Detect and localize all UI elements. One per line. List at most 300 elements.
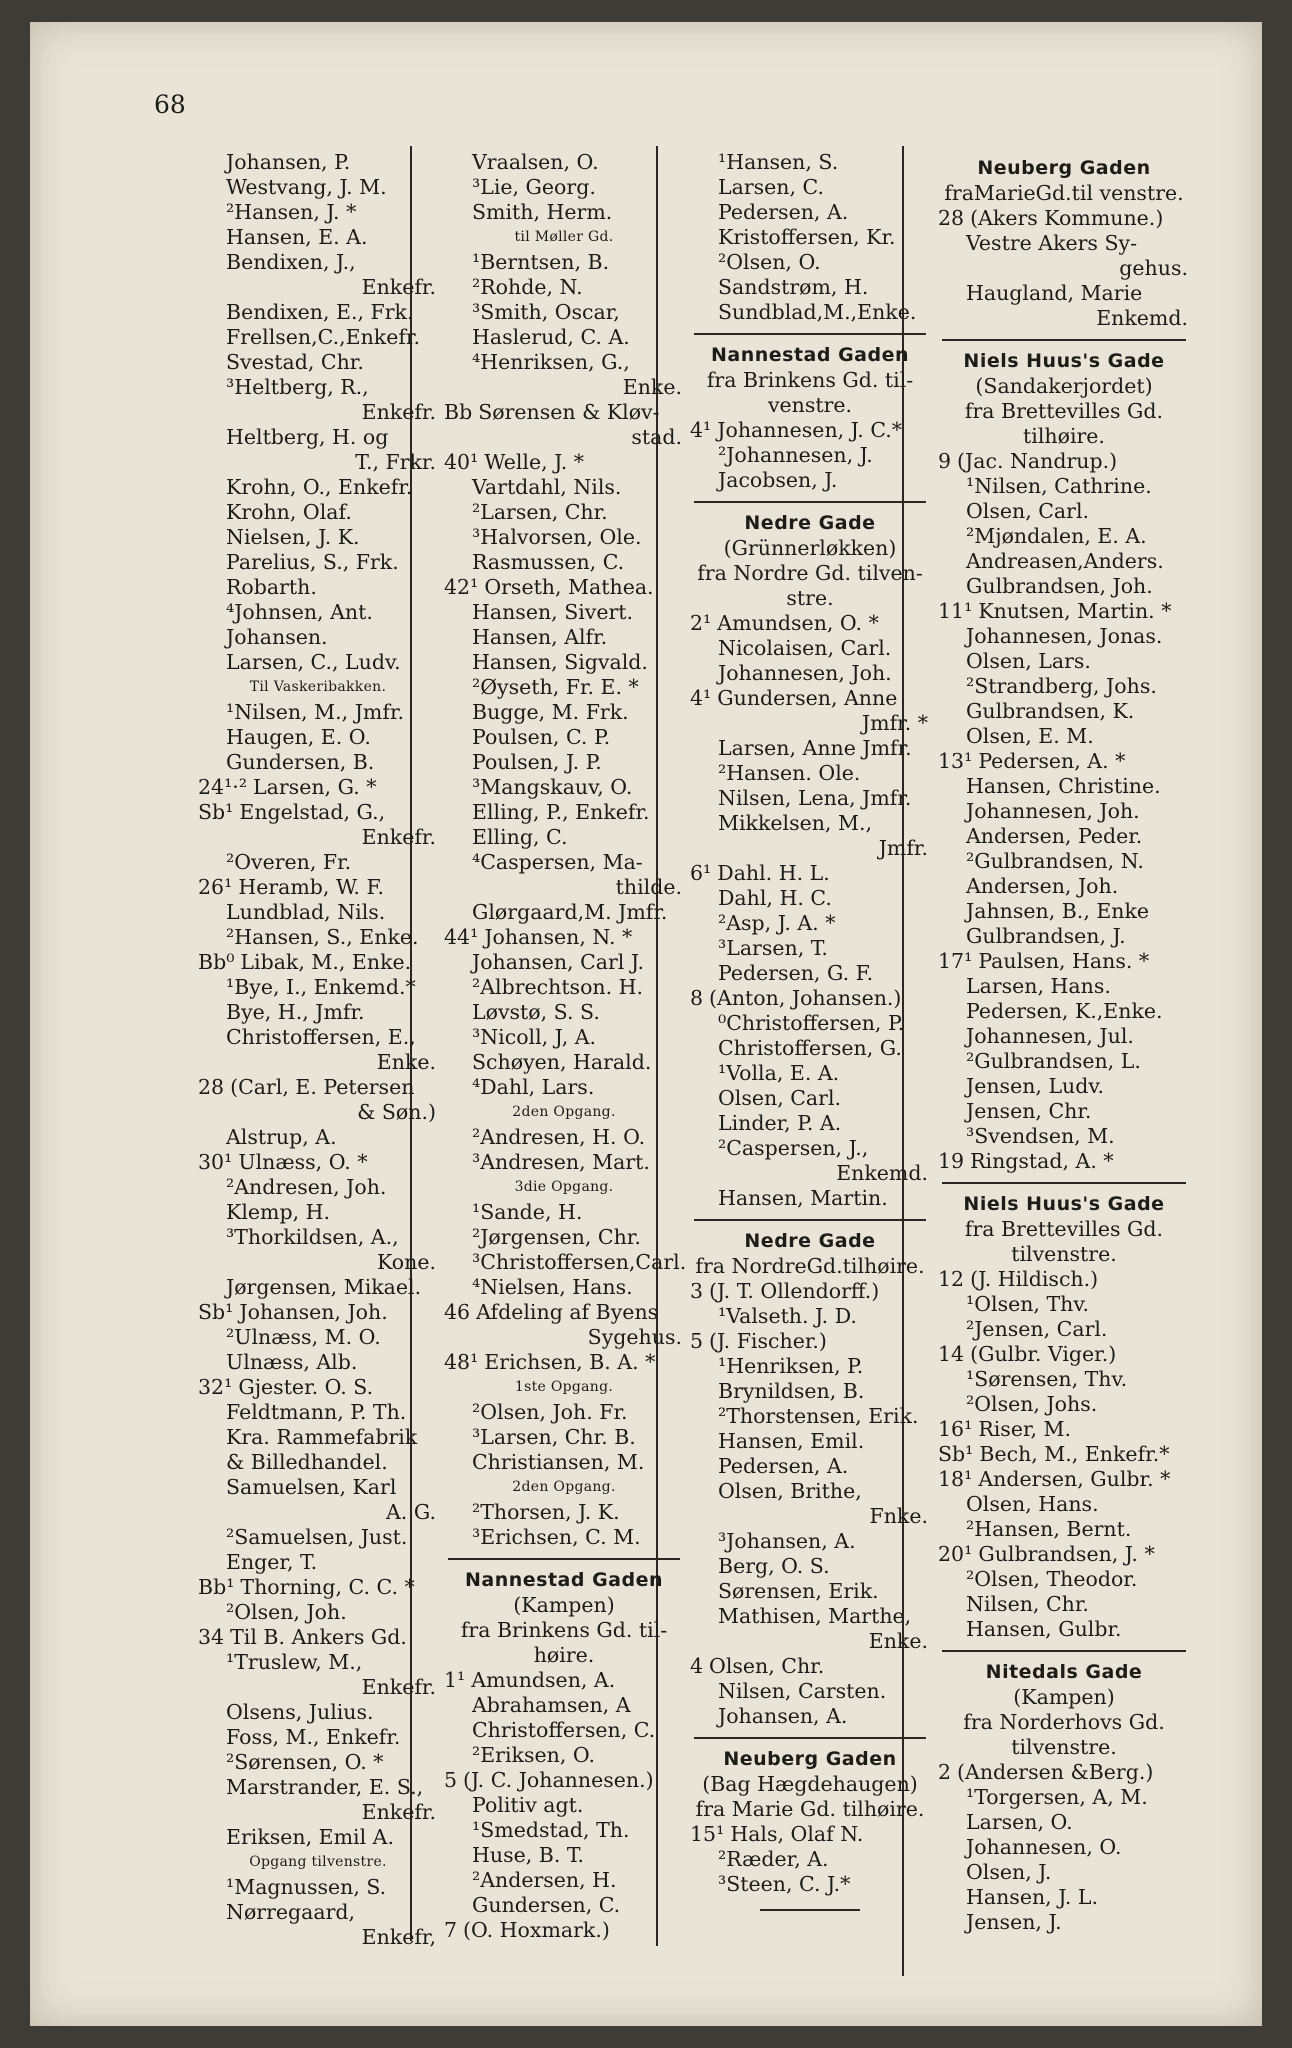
entry-continuation: Enkefr. — [361, 1675, 436, 1699]
resident-entry — [444, 550, 684, 575]
resident-entry — [198, 1325, 438, 1350]
resident-entry — [198, 1775, 438, 1800]
resident-name: ³Heltberg, R., — [226, 375, 369, 399]
resident-name: Kra. Rammefabrik — [226, 1425, 418, 1449]
entry-continuation: Enkefr. — [361, 825, 436, 849]
resident-name: Gjester. O. S. — [238, 1375, 374, 1399]
resident-name: ²Thorsen, J. K. — [472, 1500, 620, 1524]
resident-name: ¹Sande, H. — [472, 1200, 583, 1224]
resident-name: Olsen, Carl. — [718, 1086, 842, 1110]
resident-entry — [444, 1250, 687, 1275]
resident-name: Glørgaard,M. Jmfr. — [472, 900, 668, 924]
resident-name: Hansen, Alfr. — [472, 625, 608, 649]
resident-entry — [444, 1150, 684, 1175]
house-number: 14 — [938, 1342, 965, 1366]
street-description: (Kampen) — [513, 1593, 615, 1617]
resident-entry — [690, 1061, 930, 1086]
resident-name: Haugen, E. O. — [226, 725, 371, 749]
resident-name: ¹Nilsen, M., Jmfr. — [226, 700, 405, 724]
house-number: 42¹ — [444, 575, 479, 599]
resident-entry — [444, 775, 684, 800]
resident-name: Gulbrandsen, J. * — [978, 1542, 1155, 1566]
house-number: 16¹ — [938, 1417, 973, 1441]
resident-entry — [690, 1404, 930, 1429]
resident-entry — [198, 1900, 438, 1925]
resident-name: Sundblad,M.,Enke. — [718, 300, 917, 324]
resident-name: ²Hansen, J. * — [226, 200, 357, 224]
entry-continuation: T., Frkr. — [355, 450, 436, 474]
resident-name: Olsen, E. M. — [966, 724, 1094, 748]
resident-name: Riser, M. — [978, 1417, 1072, 1441]
resident-entry — [938, 824, 1190, 849]
resident-entry — [938, 849, 1190, 874]
resident-name: Bendixen, E., Frk. — [226, 300, 414, 324]
resident-entry — [938, 549, 1190, 574]
resident-entry — [198, 1400, 438, 1425]
resident-entry — [444, 1050, 684, 1075]
resident-entry — [198, 475, 438, 500]
resident-entry — [690, 761, 930, 786]
resident-name: Svestad, Chr. — [226, 350, 364, 374]
house-number: 48¹ — [444, 1350, 479, 1374]
sub-heading: til Møller Gd. — [514, 229, 614, 245]
numbered-entry — [198, 950, 438, 975]
resident-name: Gulbrandsen, J. — [966, 924, 1126, 948]
house-number: 5 — [444, 1768, 458, 1792]
resident-entry — [444, 800, 684, 825]
resident-entry — [690, 175, 930, 200]
resident-entry — [938, 1367, 1190, 1392]
resident-entry — [444, 325, 684, 350]
numbered-entry — [690, 1654, 930, 1679]
resident-entry — [690, 1579, 930, 1604]
street-description: fra Marie Gd. tilhøire. — [695, 1797, 925, 1821]
resident-entry — [198, 1425, 438, 1450]
directory-column-3 — [690, 150, 930, 1923]
resident-entry — [198, 975, 438, 1000]
resident-name: ¹Bye, I., Enkemd.* — [226, 975, 416, 999]
resident-name: ²Andresen, Joh. — [226, 1175, 387, 1199]
resident-entry — [690, 911, 930, 936]
resident-name: Knutsen, Martin. * — [978, 599, 1172, 623]
entry-continuation: Enkefr, — [361, 1925, 436, 1949]
street-description: fra Nordre Gd. tilven- — [697, 561, 923, 585]
resident-name: Larsen, C. — [718, 175, 824, 199]
resident-name: ⁴Nielsen, Hans. — [472, 1275, 633, 1299]
resident-name: (O. Hoxmark.) — [463, 1918, 610, 1942]
resident-entry — [444, 950, 684, 975]
resident-name: ³Christoffersen,Carl. — [472, 1250, 687, 1274]
entry-continuation: Enkemd. — [836, 1161, 928, 1185]
entry-continuation: Enke. — [376, 1050, 436, 1074]
resident-entry — [938, 1024, 1190, 1049]
resident-entry — [198, 1450, 438, 1475]
resident-name: Nicolaisen, Carl. — [718, 636, 892, 660]
resident-entry — [198, 375, 438, 400]
resident-entry — [938, 774, 1190, 799]
numbered-entry — [444, 1768, 684, 1793]
house-number: Sb¹ — [938, 1442, 974, 1466]
sub-heading: 1ste Opgang. — [514, 1379, 614, 1395]
resident-name: (Carl, E. Petersen — [230, 1075, 415, 1099]
resident-entry — [938, 1099, 1190, 1124]
resident-entry — [198, 1475, 438, 1500]
resident-name: ¹Henriksen, P. — [718, 1354, 864, 1378]
resident-entry — [198, 1875, 438, 1900]
resident-entry — [444, 275, 684, 300]
resident-entry — [198, 325, 438, 350]
resident-name: Heltberg, H. og — [226, 425, 389, 449]
house-number: 9 — [938, 449, 952, 473]
numbered-entry — [444, 1918, 684, 1943]
numbered-entry — [938, 1342, 1190, 1367]
resident-entry — [198, 1650, 438, 1675]
resident-entry — [690, 1086, 930, 1111]
resident-name: Olsen, J. — [966, 1860, 1052, 1884]
resident-entry — [938, 474, 1190, 499]
resident-name: ²Hansen. Ole. — [718, 761, 861, 785]
resident-name: Nilsen, Chr. — [966, 1592, 1089, 1616]
resident-name: Dahl. H. L. — [717, 861, 830, 885]
resident-entry — [444, 1025, 684, 1050]
resident-name: Jensen, Chr. — [966, 1099, 1092, 1123]
resident-entry — [938, 1292, 1190, 1317]
numbered-entry — [198, 1150, 438, 1175]
street-description: fra Brinkens Gd. til- — [460, 1618, 668, 1642]
house-number: Sb¹ — [198, 800, 234, 824]
resident-name: Politiv agt. — [472, 1793, 584, 1817]
resident-entry — [938, 874, 1190, 899]
numbered-entry — [198, 875, 438, 900]
resident-entry — [938, 999, 1190, 1024]
resident-entry — [444, 500, 684, 525]
street-heading: Nedre Gade — [744, 512, 876, 534]
resident-name: Johannesen, Jul. — [966, 1024, 1134, 1048]
resident-name: Bugge, M. Frk. — [472, 700, 629, 724]
house-number: 20¹ — [938, 1542, 973, 1566]
resident-entry — [938, 1617, 1190, 1642]
resident-entry — [444, 1843, 684, 1868]
resident-entry — [938, 1860, 1190, 1885]
numbered-entry — [198, 775, 438, 800]
resident-entry — [198, 250, 438, 275]
resident-entry — [198, 850, 438, 875]
resident-name: ²Mjøndalen, E. A. — [966, 524, 1147, 548]
numbered-entry — [938, 1442, 1190, 1467]
section-divider — [942, 339, 1186, 341]
numbered-entry — [938, 1542, 1190, 1567]
house-number: 40¹ — [444, 450, 479, 474]
numbered-entry — [690, 1279, 930, 1304]
resident-name: ²Ræder, A. — [718, 1847, 829, 1871]
resident-name: ³Andresen, Mart. — [472, 1150, 650, 1174]
resident-entry — [690, 1304, 930, 1329]
numbered-entry — [938, 1467, 1190, 1492]
resident-name: (Jac. Nandrup.) — [957, 449, 1118, 473]
numbered-entry — [690, 1822, 930, 1847]
house-number: 12 — [938, 1267, 965, 1291]
house-number: Bb⁰ — [198, 950, 235, 974]
resident-name: Paulsen, Hans. * — [978, 949, 1150, 973]
resident-entry — [444, 1125, 684, 1150]
resident-entry — [444, 650, 684, 675]
resident-entry — [690, 736, 930, 761]
resident-entry — [198, 550, 438, 575]
resident-name: Gundersen, C. — [472, 1893, 621, 1917]
resident-name: Parelius, S., Frk. — [226, 550, 399, 574]
entry-continuation: Kone. — [377, 1250, 436, 1274]
resident-name: Krohn, O., Enkefr. — [226, 475, 413, 499]
resident-name: Johansen, Joh. — [239, 1300, 388, 1324]
resident-name: Sørensen, Erik. — [718, 1579, 879, 1603]
resident-name: Christoffersen, C. — [472, 1718, 656, 1742]
resident-name: Olsen, Lars. — [966, 649, 1091, 673]
resident-name: Samuelsen, Karl — [226, 1475, 397, 1499]
resident-entry — [198, 300, 438, 325]
resident-name: ²Andresen, H. O. — [472, 1125, 646, 1149]
resident-name: (Gulbr. Viger.) — [970, 1342, 1117, 1366]
resident-name: Smith, Herm. — [472, 200, 613, 224]
resident-name: Bye, H., Jmfr. — [226, 1000, 365, 1024]
resident-entry — [690, 936, 930, 961]
resident-name: ³Thorkildsen, A., — [226, 1225, 399, 1249]
house-number: 4 — [690, 1654, 704, 1678]
resident-name: Bendixen, J., — [226, 250, 356, 274]
house-number: 17¹ — [938, 949, 973, 973]
resident-entry — [690, 468, 930, 493]
house-number: 2 — [938, 1760, 952, 1784]
resident-name: Schøyen, Harald. — [472, 1050, 652, 1074]
street-description: tilvenstre. — [1011, 1242, 1117, 1266]
sub-heading: Opgang tilvenstre. — [249, 1854, 387, 1870]
street-description: fra Brettevilles Gd. — [964, 399, 1164, 423]
resident-name: Berg, O. S. — [718, 1554, 830, 1578]
resident-name: ²Gulbrandsen, N. — [966, 849, 1144, 873]
resident-entry — [938, 574, 1190, 599]
resident-name: Andersen, Gulbr. * — [978, 1467, 1171, 1491]
resident-name: Marstrander, E. S., — [226, 1775, 424, 1799]
resident-name: Robarth. — [226, 575, 317, 599]
resident-name: Engelstad, G., — [239, 800, 386, 824]
resident-entry — [198, 650, 438, 675]
resident-name: Libak, M., Enke. — [240, 950, 412, 974]
resident-entry — [198, 350, 438, 375]
resident-name: ²Hansen, S., Enke. — [226, 925, 419, 949]
resident-name: ⁴Caspersen, Ma- — [472, 850, 643, 874]
resident-name: Jensen, Ludv. — [966, 1074, 1105, 1098]
resident-name: Olsen, Brithe, — [718, 1479, 862, 1503]
resident-name: Rasmussen, C. — [472, 550, 625, 574]
resident-name: ²Jørgensen, Chr. — [472, 1225, 641, 1249]
resident-entry — [690, 636, 930, 661]
resident-name: Johansen. — [226, 625, 328, 649]
resident-name: ²Olsen, Theodor. — [966, 1567, 1138, 1591]
house-number: Bb¹ — [198, 1575, 235, 1599]
resident-entry — [198, 900, 438, 925]
resident-entry — [444, 1400, 684, 1425]
resident-name: ²Olsen, Joh. Fr. — [472, 1400, 628, 1424]
resident-name: Larsen, O. — [966, 1810, 1073, 1834]
resident-name: ¹Volla, E. A. — [718, 1061, 840, 1085]
entry-continuation: Sygehus. — [587, 1325, 682, 1349]
resident-name: Andersen, Peder. — [966, 824, 1143, 848]
resident-entry — [444, 1450, 684, 1475]
street-description: tilvenstre. — [1011, 1735, 1117, 1759]
resident-name: Larsen, Hans. — [966, 974, 1111, 998]
resident-name: Hansen, Gulbr. — [966, 1617, 1122, 1641]
resident-name: Johansen, N. * — [484, 925, 633, 949]
entry-continuation: Enkefr. — [361, 275, 436, 299]
resident-entry — [444, 1693, 684, 1718]
resident-entry — [690, 1847, 930, 1872]
resident-name: Orseth, Mathea. — [484, 575, 654, 599]
resident-name: Gulbrandsen, K. — [966, 699, 1135, 723]
street-description: tilhøire. — [1023, 424, 1105, 448]
resident-name: Feldtmann, P. Th. — [226, 1400, 407, 1424]
resident-name: Hals, Olaf N. — [730, 1822, 864, 1846]
section-divider — [694, 333, 926, 335]
numbered-entry — [444, 925, 684, 950]
resident-name: Sandstrøm, H. — [718, 275, 869, 299]
resident-name: (J. C. Johannesen.) — [463, 1768, 654, 1792]
resident-entry — [198, 1700, 438, 1725]
resident-name: Pedersen, A. * — [978, 749, 1126, 773]
street-heading: Neuberg Gaden — [977, 157, 1151, 179]
resident-entry — [690, 1454, 930, 1479]
street-description: fra NordreGd.tilhøire. — [695, 1254, 925, 1278]
numbered-entry — [198, 1075, 438, 1100]
numbered-entry — [690, 611, 930, 636]
resident-entry — [198, 500, 438, 525]
resident-name: Jørgensen, Mikael. — [226, 1275, 422, 1299]
resident-name: Ulnæss, Alb. — [226, 1350, 358, 1374]
resident-name: Olsen, Chr. — [709, 1654, 825, 1678]
resident-name: Hansen, Sigvald. — [472, 650, 648, 674]
house-number: Bb — [444, 400, 473, 424]
resident-name: ²Øyseth, Fr. E. * — [472, 675, 639, 699]
resident-entry — [198, 1750, 438, 1775]
resident-entry — [444, 1000, 684, 1025]
numbered-entry — [690, 986, 930, 1011]
resident-name: Huse, B. T. — [472, 1843, 585, 1867]
house-number: 4¹ — [690, 686, 712, 710]
resident-entry — [938, 1392, 1190, 1417]
sub-heading: Til Vaskeribakken. — [249, 679, 387, 695]
resident-name: Vestre Akers Sy- — [966, 231, 1138, 255]
resident-entry — [690, 1479, 930, 1504]
resident-entry — [690, 300, 930, 325]
house-number: 28 — [938, 206, 965, 230]
resident-name: ¹Nilsen, Cathrine. — [966, 474, 1152, 498]
resident-name: Jahnsen, B., Enke — [966, 899, 1150, 923]
resident-entry — [938, 974, 1190, 999]
resident-entry — [690, 1704, 930, 1729]
numbered-entry — [938, 1417, 1190, 1442]
directory-column-1 — [198, 150, 438, 1950]
resident-entry — [198, 1200, 438, 1225]
resident-name: ²Johannesen, J. — [718, 443, 873, 467]
resident-name: (Andersen &Berg.) — [957, 1760, 1154, 1784]
house-number: 46 — [444, 1300, 471, 1324]
resident-entry — [690, 1111, 930, 1136]
numbered-entry — [938, 749, 1190, 774]
resident-entry — [938, 899, 1190, 924]
resident-name: Olsen, Carl. — [966, 499, 1090, 523]
resident-entry — [938, 1785, 1190, 1810]
entry-continuation: & Søn.) — [357, 1100, 436, 1124]
resident-name: ²Thorstensen, Erik. — [718, 1404, 919, 1428]
resident-entry — [938, 499, 1190, 524]
resident-entry — [938, 281, 1190, 306]
street-description: fra Brinkens Gd. til- — [706, 368, 914, 392]
resident-entry — [444, 1500, 684, 1525]
resident-name: ²Sørensen, O. * — [226, 1750, 384, 1774]
entry-continuation: Jmfr. — [878, 836, 928, 860]
house-number: 11¹ — [938, 599, 973, 623]
resident-name: ³Lie, Georg. — [472, 175, 596, 199]
resident-entry — [444, 1425, 684, 1450]
resident-name: ²Albrechtson. H. — [472, 975, 644, 999]
resident-entry — [198, 1550, 438, 1575]
resident-name: (J. Hildisch.) — [970, 1267, 1099, 1291]
resident-entry — [690, 1354, 930, 1379]
resident-name: ³Mangskauv, O. — [472, 775, 633, 799]
house-number: 6¹ — [690, 861, 712, 885]
resident-name: Frellsen,C.,Enkefr. — [226, 325, 420, 349]
section-divider — [760, 1909, 860, 1911]
resident-entry — [938, 1517, 1190, 1542]
numbered-entry — [690, 861, 930, 886]
numbered-entry — [690, 1329, 930, 1354]
resident-name: (J. T. Ollendorff.) — [709, 1279, 880, 1303]
street-description: fra Norderhovs Gd. — [963, 1710, 1165, 1734]
resident-entry — [198, 425, 438, 450]
entry-continuation: Enke. — [868, 1629, 928, 1653]
numbered-entry — [444, 400, 684, 425]
street-heading: Nitedals Gade — [985, 1661, 1143, 1683]
resident-entry — [938, 1317, 1190, 1342]
resident-entry — [198, 150, 438, 175]
resident-entry — [938, 724, 1190, 749]
directory-page — [30, 22, 1262, 2026]
resident-name: ³Steen, C. J.* — [718, 1872, 851, 1896]
street-description: høire. — [533, 1643, 595, 1667]
resident-name: Christoffersen, G. — [718, 1036, 902, 1060]
numbered-entry — [198, 1300, 438, 1325]
resident-entry — [690, 961, 930, 986]
resident-entry — [938, 1835, 1190, 1860]
resident-name: Pedersen, K.,Enke. — [966, 999, 1163, 1023]
resident-name: ⁰Christoffersen, P. — [718, 1011, 905, 1035]
numbered-entry — [938, 949, 1190, 974]
house-number: 30¹ — [198, 1150, 233, 1174]
resident-name: Kristoffersen, Kr. — [718, 225, 896, 249]
resident-name: Christiansen, M. — [472, 1450, 645, 1474]
numbered-entry — [938, 1149, 1190, 1174]
resident-entry — [690, 886, 930, 911]
resident-entry — [690, 1872, 930, 1897]
page-number: 68 — [154, 90, 186, 119]
resident-entry — [444, 1868, 684, 1893]
section-divider — [694, 1737, 926, 1739]
resident-name: & Billedhandel. — [226, 1450, 388, 1474]
resident-entry — [690, 1529, 930, 1554]
resident-name: Haugland, Marie — [966, 281, 1143, 305]
resident-name: ³Larsen, Chr. B. — [472, 1425, 636, 1449]
resident-entry — [690, 1136, 930, 1161]
resident-name: ²Andersen, H. — [472, 1868, 617, 1892]
resident-entry — [198, 175, 438, 200]
